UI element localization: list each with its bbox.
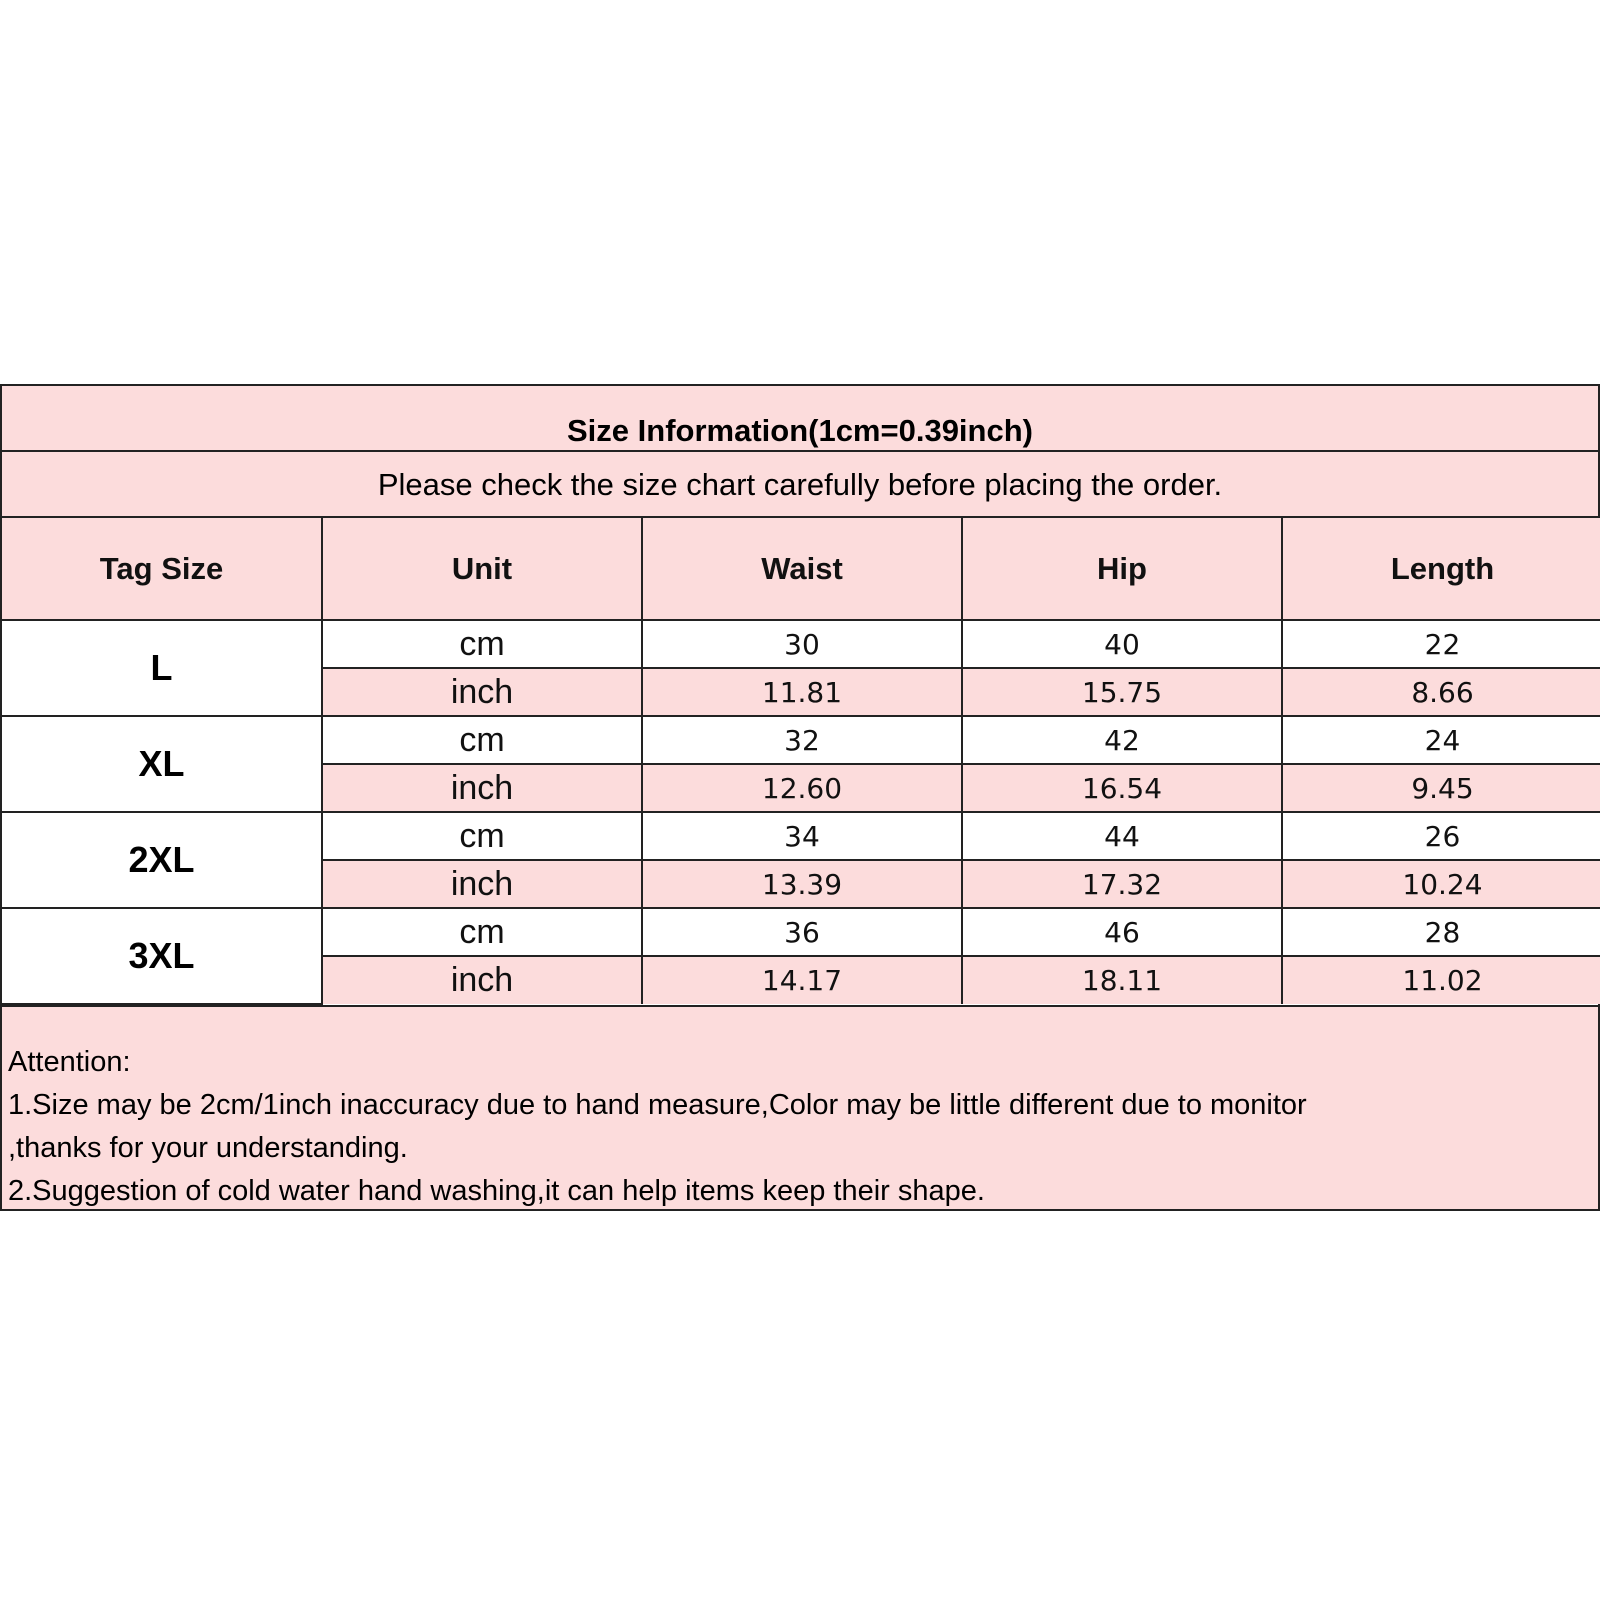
attention-heading: Attention:: [8, 1046, 131, 1078]
hip-cell: 17.32: [962, 860, 1282, 908]
length-cell: 10.24: [1282, 860, 1600, 908]
waist-cell: 12.60: [642, 764, 962, 812]
length-cell: 22: [1282, 620, 1600, 668]
waist-cell: 30: [642, 620, 962, 668]
header-hip: Hip: [962, 518, 1282, 620]
unit-cell: cm: [322, 908, 642, 956]
header-tag-size: Tag Size: [2, 518, 322, 620]
table-row: [2, 812, 1600, 860]
hip-cell: 15.75: [962, 668, 1282, 716]
length-cell: 28: [1282, 908, 1600, 956]
hip-cell: 44: [962, 812, 1282, 860]
hip-cell: 18.11: [962, 956, 1282, 1004]
waist-cell: 32: [642, 716, 962, 764]
table-row: [2, 908, 1600, 956]
attention-line: ,thanks for your understanding.: [8, 1132, 408, 1164]
length-cell: 9.45: [1282, 764, 1600, 812]
waist-cell: 36: [642, 908, 962, 956]
unit-cell: cm: [322, 716, 642, 764]
unit-cell: inch: [322, 764, 642, 812]
header-row: [2, 518, 1600, 620]
header-length: Length: [1282, 518, 1600, 620]
unit-cell: inch: [322, 860, 642, 908]
order-notice: Please check the size chart carefully before placing the order.: [2, 452, 1598, 518]
waist-cell: 34: [642, 812, 962, 860]
tag-size-cell: XL: [2, 716, 322, 812]
tag-size-cell: 3XL: [2, 908, 322, 1004]
size-table: [2, 518, 1600, 1005]
hip-cell: 42: [962, 716, 1282, 764]
waist-cell: 13.39: [642, 860, 962, 908]
waist-cell: 11.81: [642, 668, 962, 716]
header-unit: Unit: [322, 518, 642, 620]
hip-cell: 40: [962, 620, 1282, 668]
header-waist: Waist: [642, 518, 962, 620]
length-cell: 26: [1282, 812, 1600, 860]
unit-cell: cm: [322, 812, 642, 860]
unit-cell: cm: [322, 620, 642, 668]
unit-cell: inch: [322, 956, 642, 1004]
hip-cell: 16.54: [962, 764, 1282, 812]
waist-cell: 14.17: [642, 956, 962, 1004]
length-cell: 24: [1282, 716, 1600, 764]
tag-size-cell: 2XL: [2, 812, 322, 908]
table-row: [2, 716, 1600, 764]
length-cell: 11.02: [1282, 956, 1600, 1004]
attention-notes: [2, 1005, 1598, 1209]
size-chart: [0, 384, 1600, 1211]
table-row: [2, 620, 1600, 668]
chart-title: Size Information(1cm=0.39inch): [2, 386, 1598, 452]
tag-size-cell: L: [2, 620, 322, 716]
attention-line: 2.Suggestion of cold water hand washing,it can help items keep their shape.: [8, 1175, 985, 1207]
unit-cell: inch: [322, 668, 642, 716]
attention-line: 1.Size may be 2cm/1inch inaccuracy due to hand measure,Color may be little different due to monitor: [8, 1089, 1307, 1121]
hip-cell: 46: [962, 908, 1282, 956]
length-cell: 8.66: [1282, 668, 1600, 716]
